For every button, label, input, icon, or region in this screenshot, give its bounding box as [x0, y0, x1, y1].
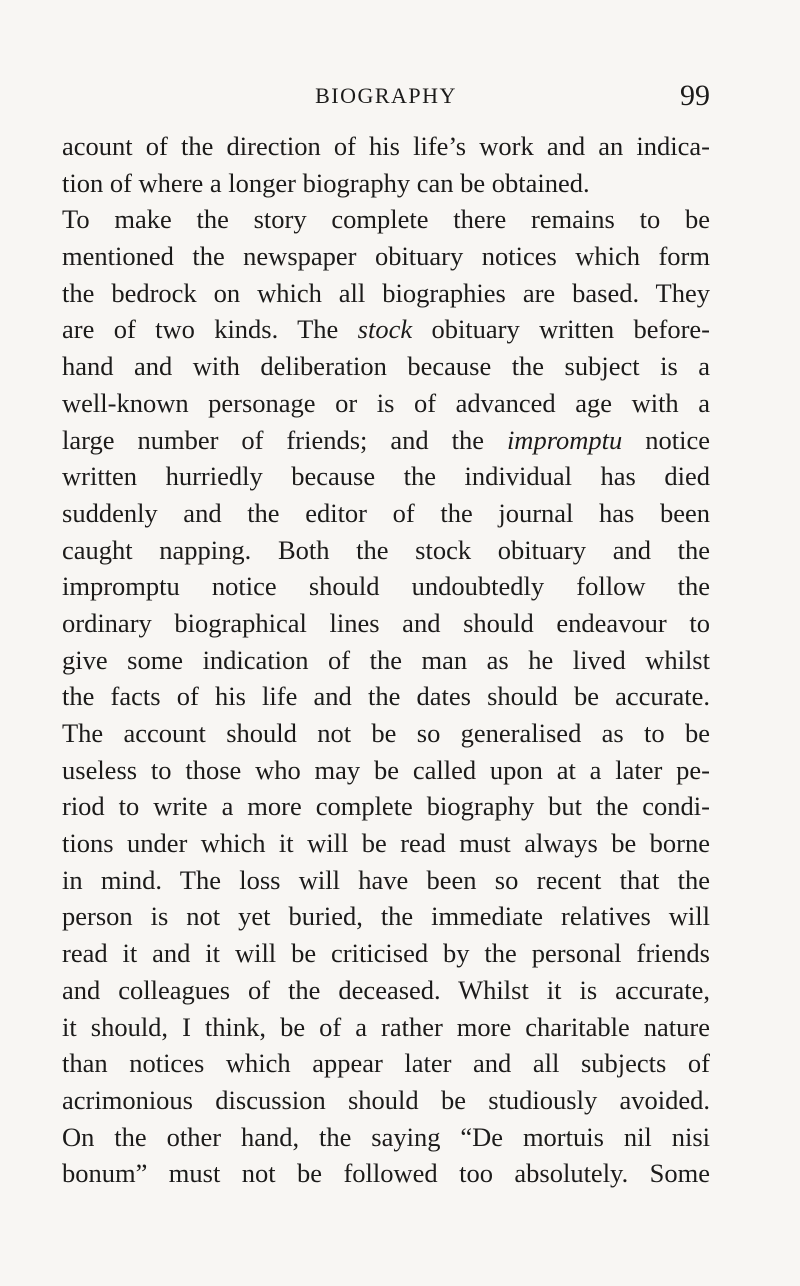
text-line: the facts of his life and the dates should be accurate.: [62, 681, 710, 712]
text-segment: notice: [622, 424, 711, 455]
text-line: tion of where a longer biography can be obtained.: [62, 167, 590, 198]
text-line: than notices which appear later and all subjects of: [62, 1048, 710, 1079]
text-segment: are of two kinds. The: [62, 314, 358, 345]
text-line: useless to those who may be called upon at a later pe-: [62, 754, 710, 785]
page-number: 99: [680, 79, 710, 112]
text-line: mentioned the newspaper obituary notices which form: [62, 241, 710, 272]
text-line: [62, 311, 710, 348]
text-line: give some indication of the man as he lived whilst: [62, 644, 710, 675]
text-line: tions under which it will be read must always be borne: [62, 828, 710, 859]
text-line: To make the story complete there remains to be: [62, 204, 710, 235]
text-line: and colleagues of the deceased. Whilst it is accurate,: [62, 974, 710, 1005]
text-line: suddenly and the editor of the journal has been: [62, 497, 710, 528]
text-line: acrimonious discussion should be studiously avoided.: [62, 1084, 710, 1115]
body-text: [62, 128, 710, 1192]
text-line: On the other hand, the saying “De mortuis nil nisi: [62, 1121, 710, 1152]
text-line: caught napping. Both the stock obituary and the: [62, 534, 710, 565]
italic-term-impromptu: impromptu: [506, 424, 623, 455]
text-line: [62, 422, 710, 459]
running-head: [62, 78, 710, 114]
text-segment: obituary written before-: [412, 314, 711, 345]
text-line: impromptu notice should undoubtedly follow the: [62, 571, 710, 602]
text-line: person is not yet buried, the immediate relatives will: [62, 901, 710, 932]
running-title: BIOGRAPHY: [315, 83, 457, 108]
text-line: acount of the direction of his life’s work and an indica-: [62, 131, 710, 161]
text-line: The account should not be so generalised as to be: [62, 718, 710, 748]
text-line: ordinary biographical lines and should endeavour to: [62, 607, 710, 638]
text-segment: large number of friends; and the: [62, 424, 507, 455]
text-line: riod to write a more complete biography but the condi-: [62, 791, 710, 822]
text-line: read it and it will be criticised by the personal friends: [62, 938, 710, 969]
text-line: hand and with deliberation because the subject is a: [62, 351, 710, 382]
text-line: the bedrock on which all biographies are based. They: [62, 277, 710, 308]
text-line: in mind. The loss will have been so recent that the: [62, 864, 710, 895]
text-line: written hurriedly because the individual has died: [62, 461, 710, 492]
text-line: it should, I think, be of a rather more charitable nature: [62, 1011, 710, 1042]
text-line: bonum” must not be followed too absolutely. Some: [62, 1158, 710, 1189]
italic-term-stock: stock: [357, 314, 413, 345]
text-line: well-known personage or is of advanced age with a: [62, 387, 710, 418]
